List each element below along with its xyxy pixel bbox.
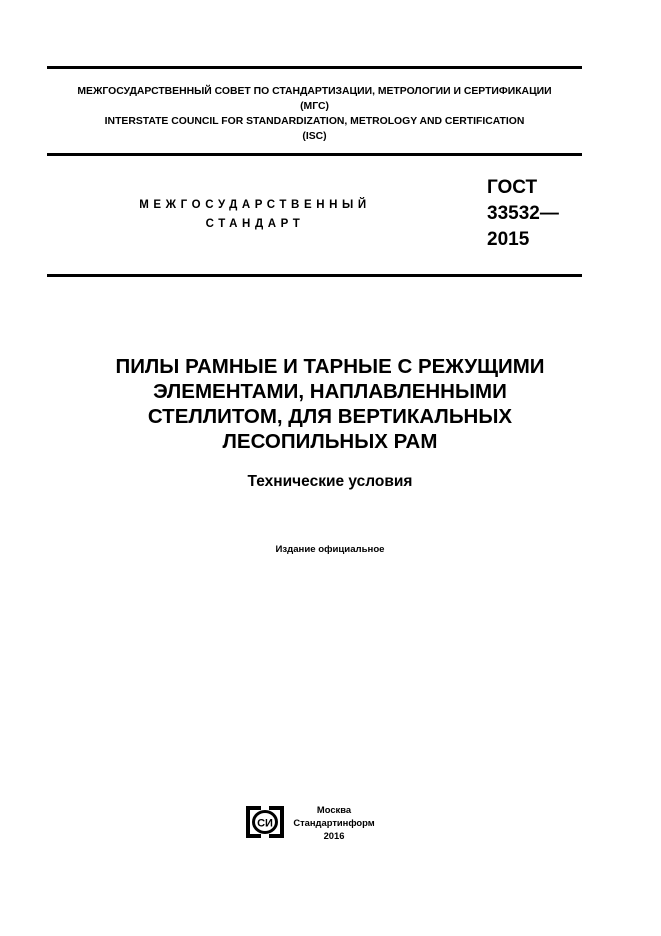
standard-kind-line2: СТАНДАРТ (205, 218, 305, 230)
council-name-ru: МЕЖГОСУДАРСТВЕННЫЙ СОВЕТ ПО СТАНДАРТИЗАЦИИ, МЕТРОЛОГИИ И СЕРТИФИКАЦИИ (77, 86, 552, 97)
council-name-en: INTERSTATE COUNCIL FOR STANDARDIZATION, METROLOGY AND CERTIFICATION (104, 116, 525, 127)
lower-divider (47, 274, 582, 277)
gost-prefix: ГОСТ (487, 177, 538, 198)
standard-kind (120, 196, 390, 234)
logo-monogram: СИ (257, 817, 273, 830)
middle-divider (47, 153, 582, 156)
publisher-name: Стандартинформ (293, 817, 375, 828)
publisher-block (286, 803, 382, 842)
gost-year: 2015 (487, 229, 530, 250)
publisher-year: 2016 (323, 830, 345, 841)
top-divider (47, 66, 582, 69)
edition-note: Издание официальное (275, 544, 385, 555)
standartinform-logo-icon (245, 805, 285, 839)
title-line-4: ЛЕСОПИЛЬНЫХ РАМ (222, 430, 438, 453)
gost-number: 33532— (487, 203, 559, 224)
gost-designation (487, 175, 559, 253)
standard-kind-line1: МЕЖГОСУДАРСТВЕННЫЙ (139, 199, 371, 211)
title-line-2: ЭЛЕМЕНТАМИ, НАПЛАВЛЕННЫМИ (153, 380, 507, 403)
title-line-3: СТЕЛЛИТОМ, ДЛЯ ВЕРТИКАЛЬНЫХ (147, 405, 513, 428)
title-line-1: ПИЛЫ РАМНЫЕ И ТАРНЫЕ С РЕЖУЩИМИ (115, 355, 545, 378)
council-abbr-ru: (МГС) (300, 101, 329, 112)
document-title (47, 354, 613, 454)
document-subtitle: Технические условия (247, 473, 413, 490)
council-abbr-en: (ISC) (302, 131, 327, 142)
council-header (47, 84, 582, 144)
publisher-city: Москва (316, 804, 352, 815)
